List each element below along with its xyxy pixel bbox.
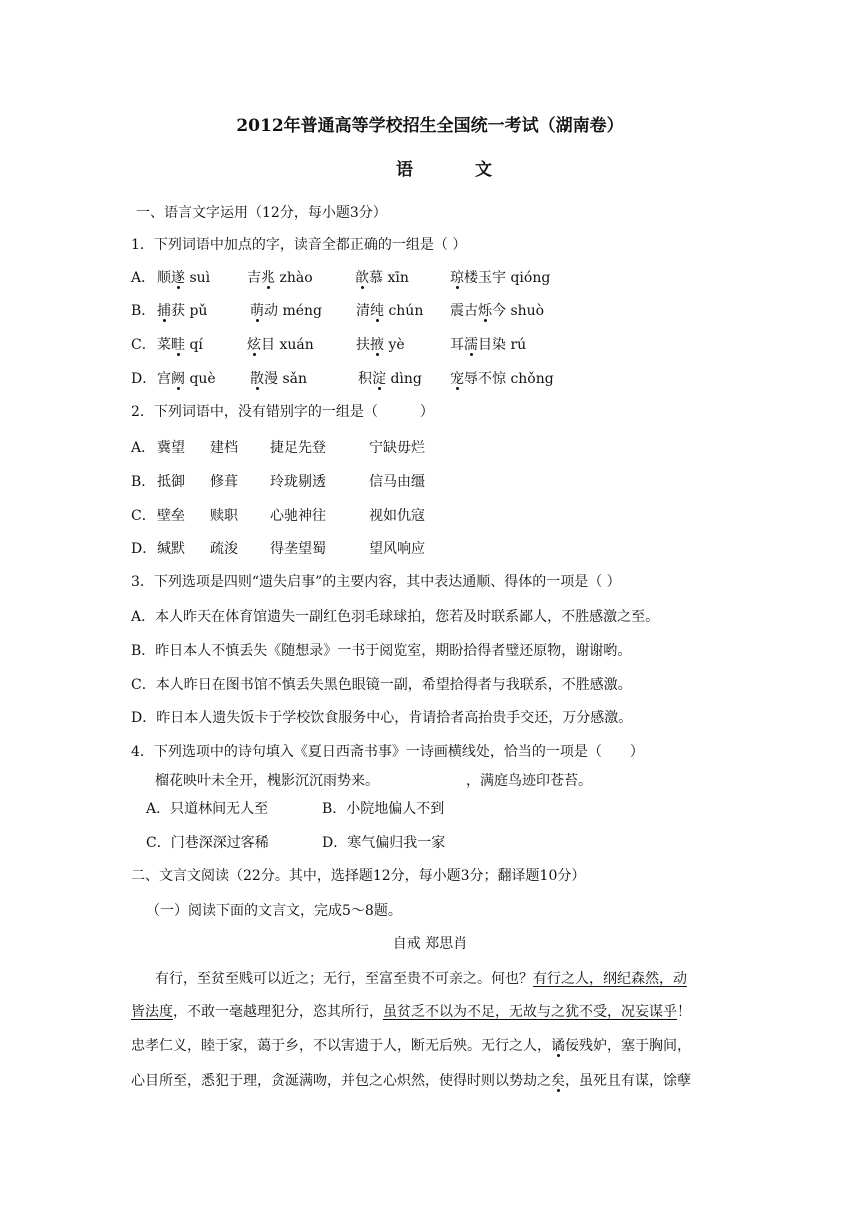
dotted-char: 炫 (247, 337, 261, 353)
option-label: D． (131, 541, 157, 557)
option-item: 菜畦 qí (157, 337, 203, 353)
dotted-char: 阙 (171, 371, 185, 387)
section2-heading-text: 二、文言文阅读（22分。其中，选择题12分，每小题3分；翻译题10分） (131, 868, 586, 884)
option-label: A． (131, 440, 156, 456)
option-label: B． (131, 303, 156, 319)
underlined-sentence: 虽贫乏不以为不足，无故与之犹不受，况妄谋乎 (383, 1004, 677, 1020)
dotted-char: 捕 (157, 303, 171, 319)
option-item: 捕获 pǔ (157, 303, 208, 319)
option-text: B．昨日本人不慎丢失《随想录》一书于阅览室，期盼拾得者璧还原物，谢谢哟。 (131, 643, 632, 659)
option-item: 抵御 (157, 474, 185, 490)
dotted-char: 宠 (450, 371, 464, 387)
underlined-sentence: 有行之人，纲纪森然，动 (533, 971, 687, 987)
dotted-char: 谲 (551, 1038, 565, 1054)
option-item: 得垄望蜀 (270, 541, 326, 557)
dotted-char: 遂 (171, 270, 185, 286)
option-item: 萌动 méng (250, 303, 322, 319)
option-item: 壁垒 (157, 508, 185, 524)
q2-stem-text: 2．下列词语中，没有错别字的一组是（ ） (131, 404, 434, 420)
underlined-sentence: 皆法度 (131, 1004, 173, 1020)
dotted-char: 烁 (478, 303, 492, 319)
option-item: 吉兆 zhào (247, 270, 313, 286)
option-label: C． (131, 508, 156, 524)
option-item: 心驰神往 (270, 508, 326, 524)
option-item: 宠辱不惊 chǒng (450, 371, 554, 387)
q1-stem-text: 1．下列词语中加点的字，读音全都正确的一组是（ ） (131, 237, 467, 253)
option-label: C． (131, 337, 156, 353)
dotted-char: 兆 (261, 270, 275, 286)
option-item: 顺遂 suì (157, 270, 211, 286)
option-label: B． (131, 474, 156, 490)
option-item: 冀望 (157, 440, 185, 456)
dotted-char: 歆 (355, 270, 369, 286)
dotted-char: 畦 (171, 337, 185, 353)
dotted-char: 淀 (372, 371, 386, 387)
option-item: 宫阙 què (157, 371, 216, 387)
section1-heading-text: 一、语言文字运用（12分，每小题3分） (136, 205, 387, 221)
q4-stem-text: 4．下列选项中的诗句填入《夏日西斋书事》一诗画横线处，恰当的一项是（ ） (131, 744, 644, 760)
dotted-char: 萌 (250, 303, 264, 319)
option-item: 赎职 (210, 508, 238, 524)
option-text: C．门巷深深过客稀 (146, 835, 269, 851)
option-item: 疏浚 (210, 541, 238, 557)
option-text: A．本人昨天在体育馆遗失一副红色羽毛球球拍，您若及时联系鄙人，不胜感激之至。 (131, 609, 660, 625)
poem-line-2: ，满庭鸟迹印苍苔。 (466, 773, 592, 789)
option-item: 清纯 chún (356, 303, 424, 319)
dotted-char: 散 (250, 371, 264, 387)
option-item: 建档 (210, 440, 238, 456)
option-item: 琼楼玉宇 qióng (450, 270, 551, 286)
option-item: 积淀 dìng (358, 371, 422, 387)
dotted-char: 琼 (450, 270, 464, 286)
option-item: 修葺 (210, 474, 238, 490)
passage-title: 自戒 郑思肖 (392, 936, 468, 952)
option-item: 玲珑剔透 (270, 474, 326, 490)
option-item: 扶掖 yè (356, 337, 405, 353)
option-text: C．本人昨日在图书馆不慎丢失黑色眼镜一副，希望拾得者与我联系，不胜感激。 (131, 677, 632, 693)
q3-stem-text: 3．下列选项是四则“遗失启事”的主要内容，其中表达通顺、得体的一项是（ ） (131, 574, 621, 590)
option-item: 散漫 sǎn (250, 371, 307, 387)
option-label: A． (131, 270, 156, 286)
option-label: D． (131, 371, 157, 387)
option-text: B．小院地偏人不到 (322, 801, 445, 817)
option-item: 耳濡目染 rú (450, 337, 527, 353)
option-item: 缄默 (157, 541, 185, 557)
option-item: 炫目 xuán (247, 337, 314, 353)
exam-title: 2012年普通高等学校招生全国统一考试（湖南卷） (236, 116, 624, 136)
option-text: D．寒气偏归我一家 (322, 835, 446, 851)
option-item: 视如仇寇 (369, 508, 425, 524)
exam-page: 2012年普通高等学校招生全国统一考试（湖南卷） 语 文 一、语言文字运用（12分，每小题3分） 1．下列词语中加点的字，读音全都正确的一组是（ ） A． 顺遂 suì 吉兆 zhào 歆慕 xīn 琼楼玉宇 qióng B． 捕获 pǔ 萌动 méng 清纯 chún 震古烁今 shuò C． 菜畦 qí 炫目 xuán 扶掖 yè 耳濡目染 rú D． 宫阙 què 散漫 sǎn 积淀 dìng 宠辱不惊 chǒng 2．下列词语中，没有错别字的一组是（ ） A． 冀望 建档 捷足先登 宁缺毋烂 B． 抵御 修葺 玲珑剔透 信马由缰 C． 壁垒 赎职 心驰神往 视如仇寇 D． 缄默 疏浚 得垄望蜀 望风响应 3．下列选项是四则“遗失启事”的主要内容，其中表达通顺、得体的一项是（ ） A．本人昨天在体育馆遗失一副红色羽毛球球拍，您若及时联系鄙人，不胜感激之至。 B．昨日本人不慎丢失《随想录》一书于阅览室，期盼拾得者璧还原物，谢谢哟。 C．本人昨日在图书馆不慎丢失黑色眼镜一副，希望拾得者与我联系，不胜感激。 D．昨日本人遗失饭卡于学校饮食服务中心，肯请拾者高抬贵手交还，万分感激。 4．下列选项中的诗句填入《夏日西斋书事》一诗画横线处，恰当的一项是（ ） 榴花映叶未全开，槐影沉沉雨势来。 ，满庭鸟迹印苍苔。 A．只道林间无人至 B．小院地偏人不到 C．门巷深深过客稀 D．寒气偏归我一家 二、文言文阅读（22分。其中，选择题12分，每小题3分；翻译题10分） （一）阅读下面的文言文，完成5～8题。 自戒 郑思肖 有行，至贫至贱可以近之；无行，至富至贵不可亲之。何也？有行之人，纲纪森然，动 皆法度，不敢一毫越理犯分，恣其所行，虽贫乏不以为不足，无故与之犹不受，况妄谋乎！ 忠孝仁义，睦于家，蔼于乡，不以害遗于人，断无后殃。无行之人，谲佞残妒，塞于胸间， 心目所至，悉犯于理，贪涎满吻，并包之心炽然，使得时则以势劫之矣，虽死且有谋，馀孽 (0, 0, 860, 1216)
option-item: 望风响应 (369, 541, 425, 557)
option-item: 震古烁今 shuò (450, 303, 545, 319)
option-item: 宁缺毋烂 (369, 440, 425, 456)
dotted-char: 濡 (464, 337, 478, 353)
subject-title: 语 文 (396, 160, 520, 180)
dotted-char: 矣 (551, 1073, 565, 1089)
option-item: 歆慕 xīn (355, 270, 409, 286)
option-item: 信马由缰 (369, 474, 425, 490)
section2-sub-text: （一）阅读下面的文言文，完成5～8题。 (146, 903, 402, 919)
dotted-char: 纯 (370, 303, 384, 319)
option-text: D．昨日本人遗失饭卡于学校饮食服务中心，肯请拾者高抬贵手交还，万分感激。 (131, 710, 633, 726)
poem-line-1: 榴花映叶未全开，槐影沉沉雨势来。 (155, 773, 379, 789)
option-item: 捷足先登 (270, 440, 326, 456)
option-text: A．只道林间无人至 (146, 801, 269, 817)
dotted-char: 掖 (370, 337, 384, 353)
